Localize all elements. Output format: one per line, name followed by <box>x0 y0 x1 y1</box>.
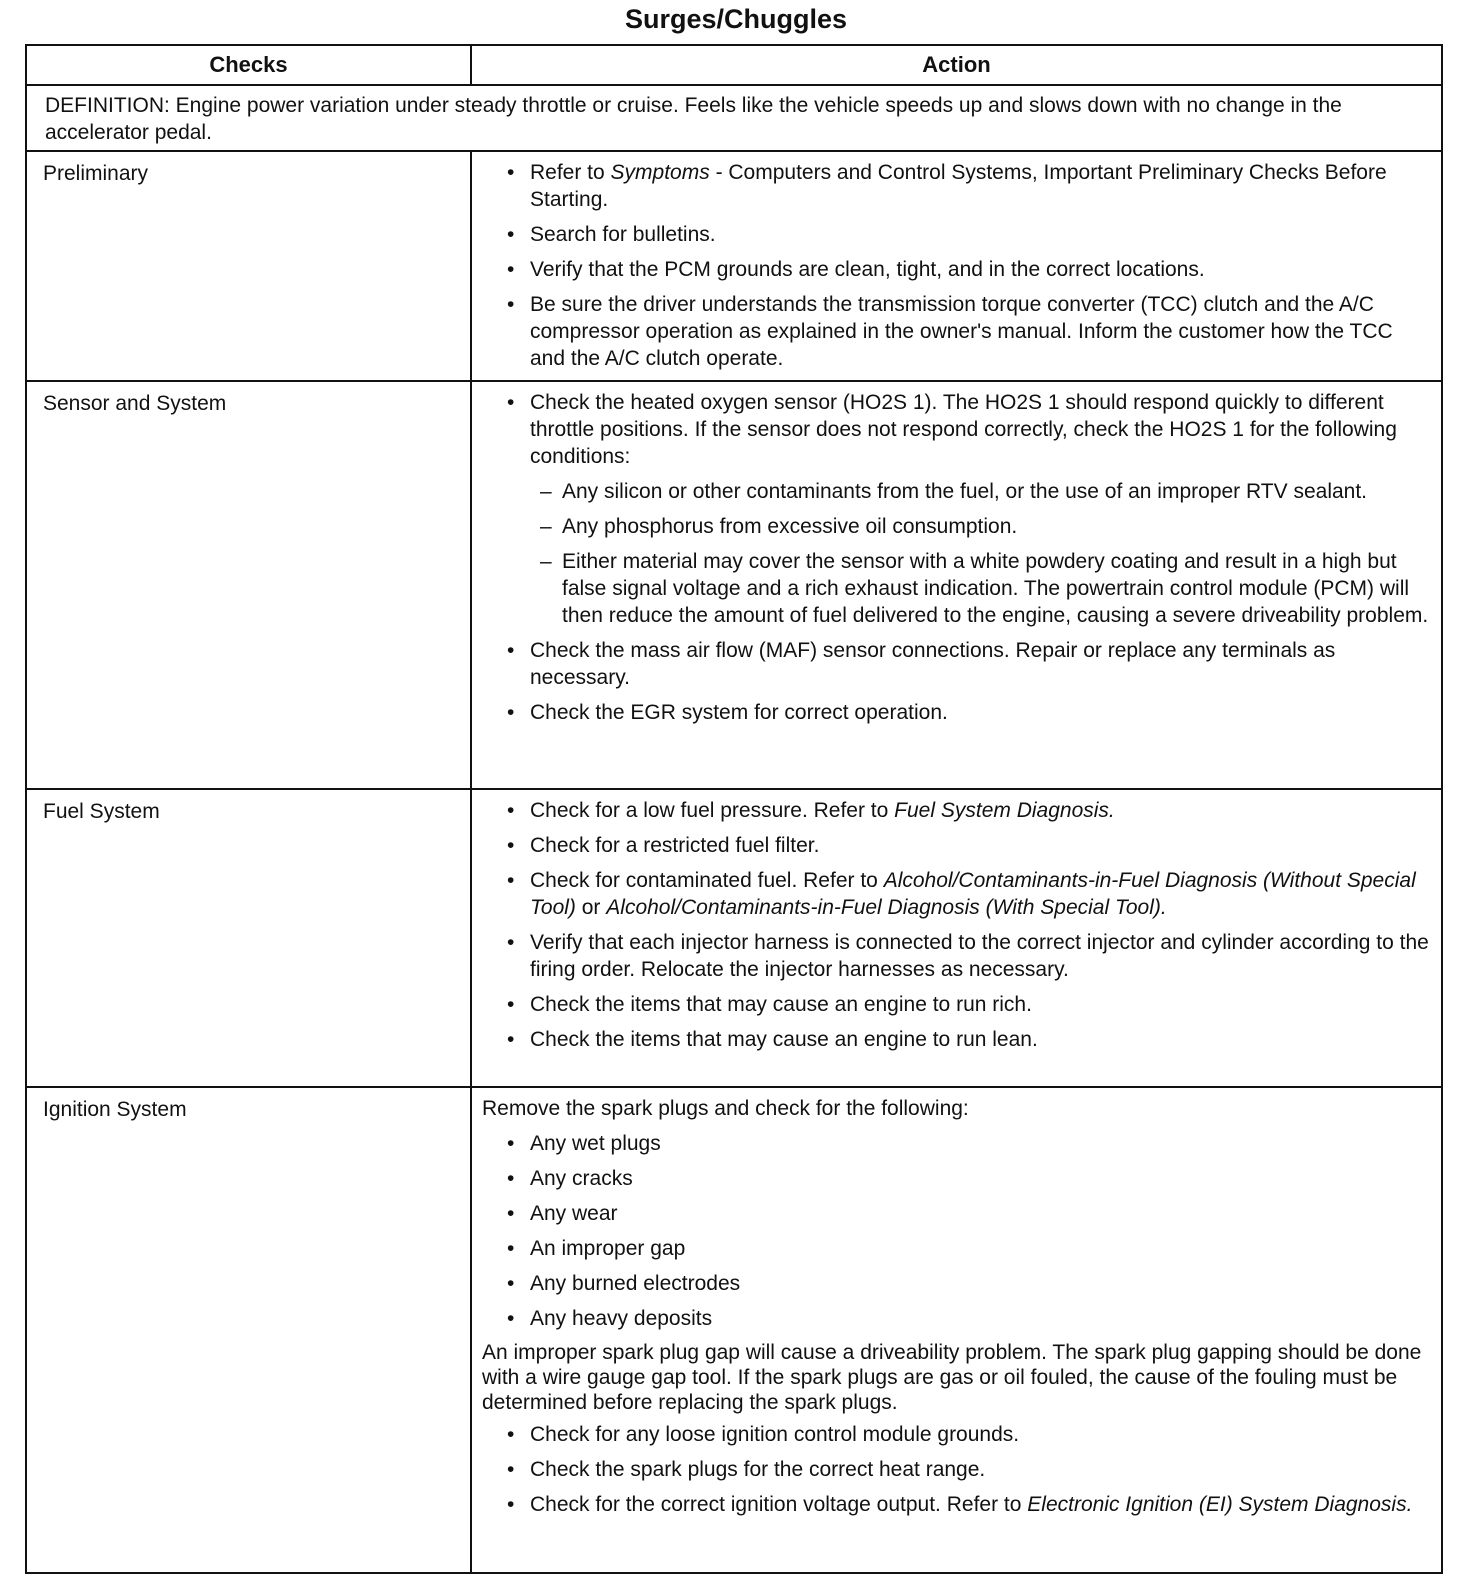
list-item: • Search for bulletins. <box>507 223 716 246</box>
list-item: • Any cracks <box>507 1167 633 1190</box>
action-header: Action <box>471 45 1442 85</box>
checks-header: Checks <box>26 45 471 85</box>
table-row <box>26 381 1442 789</box>
list-item: • An improper gap <box>507 1237 686 1260</box>
page-title: Surges/Chuggles <box>624 4 848 34</box>
list-item: • Be sure the driver understands the transmission torque converter (TCC) clutch and the A/C compressor operation as explained in the owner's manual. Inform the customer how the TCC and the A/C clutch operate. <box>507 293 1393 370</box>
ignition-intro: Remove the spark plugs and check for the following: <box>482 1097 969 1120</box>
table-row <box>26 151 1442 381</box>
list-item: • Check the EGR system for correct operation. <box>507 701 948 724</box>
header-row <box>26 45 1442 85</box>
action-fuel-system <box>471 789 1442 1087</box>
definition-text: DEFINITION: Engine power variation under steady throttle or cruise. Feels like the vehicle speeds up and slows down with no change in the accelerator pedal. <box>26 85 1442 151</box>
sub-list-item: – Either material may cover the sensor with a white powdery coating and result in a high but false signal voltage and a rich exhaust indication. The powertrain control module (PCM) will then reduce the amount of fuel delivered to the engine, causing a severe driveability problem. <box>540 550 1429 627</box>
sub-list-item: – Any silicon or other contaminants from the fuel, or the use of an improper RTV sealant. <box>540 480 1368 503</box>
list-item: • Any burned electrodes <box>507 1272 741 1295</box>
list-item: • Check for a restricted fuel filter. <box>507 834 820 857</box>
list-item: • Check the items that may cause an engine to run lean. <box>507 1028 1038 1051</box>
check-preliminary: Preliminary <box>26 151 471 381</box>
list-item: • Verify that each injector harness is connected to the correct injector and cylinder according to the firing order. Relocate the injector harnesses as necessary. <box>507 931 1429 981</box>
list-item: • Any heavy deposits <box>507 1307 713 1330</box>
list-item: • Any wear <box>507 1202 618 1225</box>
list-item: • Check the mass air flow (MAF) sensor connections. Repair or replace any terminals as necessary. <box>507 639 1336 689</box>
list-item: • Check for a low fuel pressure. Refer to Fuel System Diagnosis. <box>507 799 1115 822</box>
list-item: • Check the items that may cause an engine to run rich. <box>507 993 1032 1016</box>
list-item: • Any wet plugs <box>507 1132 661 1155</box>
list-item: • Refer to Symptoms - Computers and Control Systems, Important Preliminary Checks Before Starting. <box>507 161 1387 211</box>
sub-list-item: – Any phosphorus from excessive oil consumption. <box>540 515 1018 538</box>
ignition-paragraph: An improper spark plug gap will cause a driveability problem. The spark plug gapping should be done with a wire gauge gap tool. If the spark plugs are gas or oil fouled, the cause of the fouling must be determined before replacing the spark plugs. <box>482 1341 1422 1414</box>
action-preliminary <box>471 151 1442 381</box>
action-ignition-system <box>471 1087 1442 1573</box>
diagnosis-table <box>25 44 1443 1574</box>
action-sensor-system <box>471 381 1442 789</box>
list-item: • Check the spark plugs for the correct heat range. <box>507 1458 986 1481</box>
list-item: • Check for contaminated fuel. Refer to Alcohol/Contaminants-in-Fuel Diagnosis (Without Special Tool) or Alcohol/Contaminants-in-Fuel Diagnosis (With Special Tool). <box>507 869 1416 919</box>
list-item: • Check for any loose ignition control module grounds. <box>507 1423 1020 1446</box>
table-row <box>26 1087 1442 1573</box>
check-fuel-system: Fuel System <box>26 789 471 1087</box>
check-sensor-system: Sensor and System <box>26 381 471 789</box>
check-ignition-system: Ignition System <box>26 1087 471 1573</box>
list-item: • Verify that the PCM grounds are clean, tight, and in the correct locations. <box>507 258 1205 281</box>
list-item: • Check the heated oxygen sensor (HO2S 1). The HO2S 1 should respond quickly to different throttle positions. If the sensor does not respond correctly, check the HO2S 1 for the following conditions: – Any silicon or other contaminants from the fuel, or the use of an improper RTV sealant. – Any phosphorus from excessive oil consumption. – Either material may cover the sensor with a white powdery coating and result in a high but false signal voltage and a rich exhaust indication. The powertrain control module (PCM) will then reduce the amount of fuel delivered to the engine, causing a severe driveability problem. <box>505 389 1433 629</box>
definition-row <box>26 85 1442 151</box>
table-row <box>26 789 1442 1087</box>
list-item: • Check for the correct ignition voltage output. Refer to Electronic Ignition (EI) System Diagnosis. <box>507 1493 1413 1516</box>
